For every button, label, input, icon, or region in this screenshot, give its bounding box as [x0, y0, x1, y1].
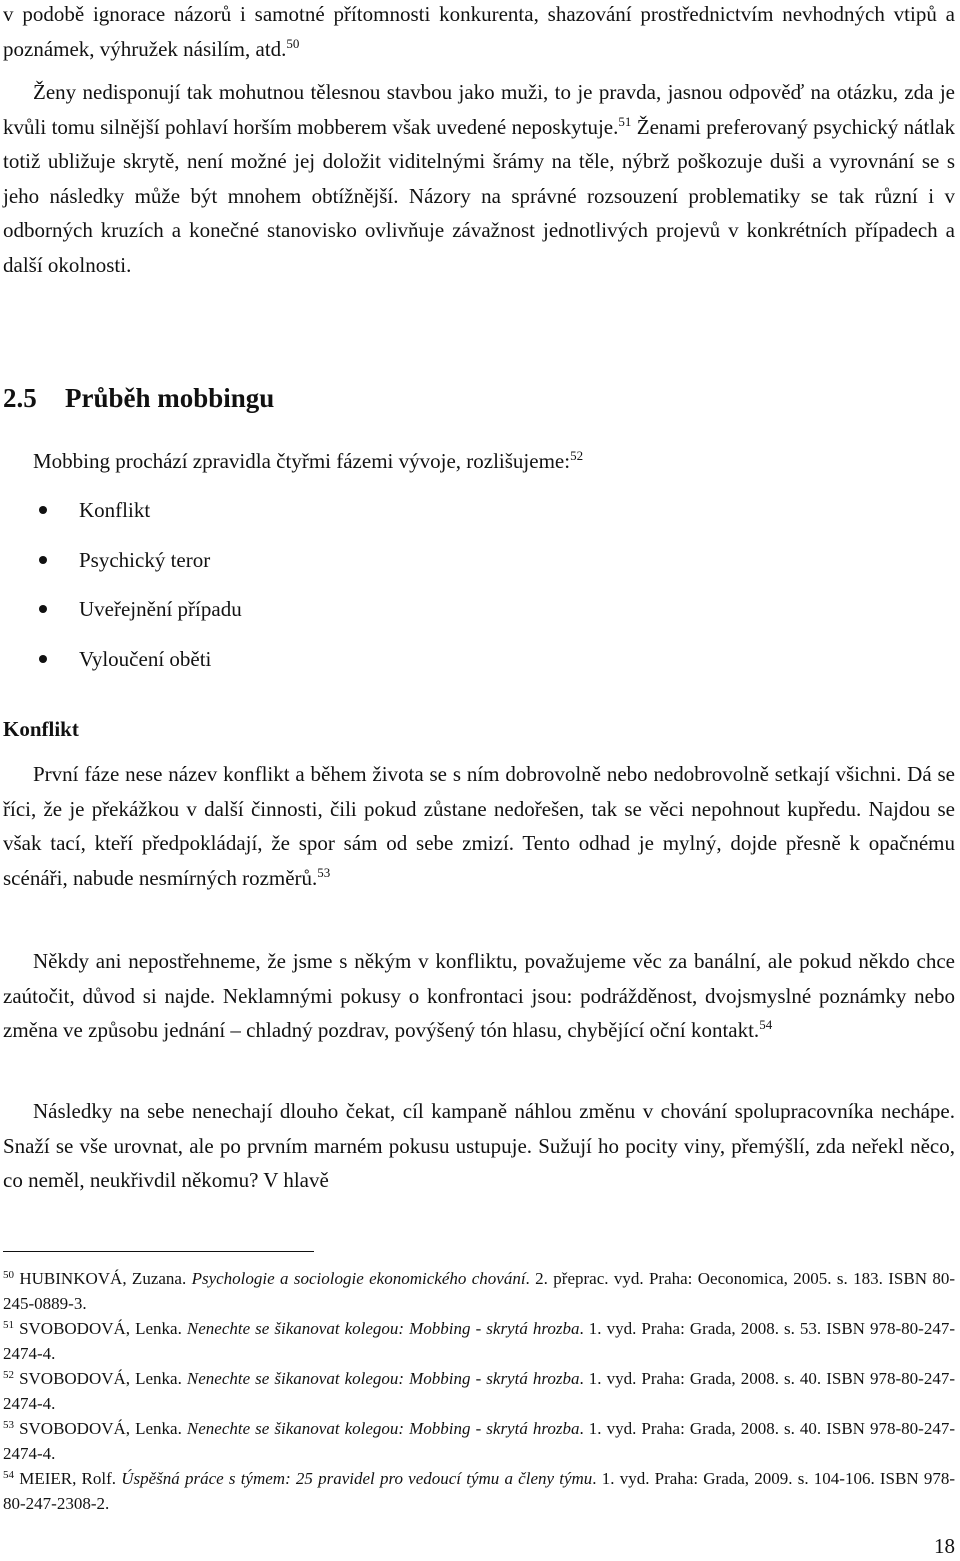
- paragraph-konflikt-3: Následky na sebe nenechají dlouho čekat, cíl kampaně náhlou změnu v chování spolupracovníka nechápe. Snaží se vše urovnat, ale po prvním marném pokusu ustupuje. Sužují ho pocity viny, přemýšlí, zda neřekl něco, co neměl, neukřivdil někomu? V hlavě: [3, 1099, 955, 1192]
- bullet-icon: [39, 556, 47, 564]
- bullet-icon: [39, 506, 47, 514]
- list-item: Uveřejnění případu: [0, 591, 242, 641]
- paragraph-gender: Ženy nedisponují tak mohutnou tělesnou stavbou jako muži, to je pravda, jasnou odpověď na otázku, zda je kvůli tomu silnější pohlaví horším mobberem však uvedené neposkytuje.$^{51}$ Ženami preferovaný psychický nátlak totiž ubližuje skrytě, není možné jej doložit viditelnými šrámy na těle, nýbrž poškozuje duši a vyrovnání se s jeho následky může být mnohem obtížnější. Názory na správné rozsouzení problematiky se tak různí i v odborných kruzích a konečné stanovisko ovlivňuje závažnost jednotlivých projevů v konkrétních případech a další okolnosti.: [3, 80, 955, 277]
- paragraph-konflikt-2: Někdy ani nepostřehneme, že jsme s někým v konfliktu, považujeme věc za banální, ale pokud někdo chce zaútočit, důvod si najde. Neklamnými pokusy o konfrontaci jsou: podrážděnost, dvojsmyslné poznámky nebo změna ve způsobu jednání – chladný pozdrav, povýšený tón hlasu, chybějící oční kontakt.$^{54}$: [3, 949, 955, 1042]
- phase-list: [0, 492, 242, 690]
- footnote: $^{51}$ SVOBODOVÁ, Lenka. Nenechte se šikanovat kolegou: Mobbing - skrytá hrozba. 1. vyd. Praha: Grada, 2008. s. 53. ISBN 978-80-247-2474-4.: [3, 1319, 955, 1363]
- paragraph-konflikt-1: První fáze nese název konflikt a během života se s ním dobrovolně nebo nedobrovolně setkají všichni. Dá se říci, že je překážkou v další činnosti, čili pokud zůstane nedořešen, tak se věci nepohnout kupředu. Najdou se však tací, kteří předpokládají, že spor sám od sebe zmizí. Tento odhad je mylný, dojde přesně k opačnému scénáři, nabude nesmírných rozměrů.$^{53}$: [3, 762, 955, 890]
- section-number: 2.5: [3, 383, 37, 413]
- footnote: $^{50}$ HUBINKOVÁ, Zuzana. Psychologie a sociologie ekonomického chování. 2. přeprac. vyd. Praha: Oeconomica, 2005. s. 183. ISBN 80-245-0889-3.: [3, 1269, 956, 1313]
- footnote: $^{53}$ SVOBODOVÁ, Lenka. Nenechte se šikanovat kolegou: Mobbing - skrytá hrozba. 1. vyd. Praha: Grada, 2008. s. 40. ISBN 978-80-247-2474-4.: [3, 1419, 955, 1463]
- bullet-icon: [39, 655, 47, 663]
- footnote: $^{52}$ SVOBODOVÁ, Lenka. Nenechte se šikanovat kolegou: Mobbing - skrytá hrozba. 1. vyd. Praha: Grada, 2008. s. 40. ISBN 978-80-247-2474-4.: [3, 1369, 955, 1413]
- footnote-ref-51[interactable]: 51: [618, 113, 632, 129]
- page-number: 18: [934, 1534, 955, 1558]
- section-intro: Mobbing prochází zpravidla čtyřmi fázemi vývoje, rozlišujeme:$^{52}$: [33, 448, 584, 473]
- footnote-ref-53[interactable]: 53: [317, 864, 331, 880]
- paragraph-continuation: v podobě ignorace názorů i samotné přítomnosti konkurenta, shazování prostřednictvím nevhodných vtipů a poznámek, výhružek násilím, atd.$^{50}$: [3, 2, 955, 61]
- list-item: Konflikt: [0, 492, 242, 542]
- section-heading: [3, 378, 274, 418]
- list-item: Vyloučení oběti: [0, 641, 242, 691]
- footnote-divider: [3, 1251, 314, 1252]
- footnote-ref-50[interactable]: 50: [286, 35, 300, 51]
- footnote: $^{54}$ MEIER, Rolf. Úspěšná práce s týmem: 25 pravidel pro vedoucí týmu a členy týmu. 1. vyd. Praha: Grada, 2009. s. 104-106. ISBN 978-80-247-2308-2.: [3, 1469, 955, 1513]
- bullet-icon: [39, 605, 47, 613]
- footnotes: [3, 1266, 955, 1516]
- list-item: Psychický teror: [0, 542, 242, 592]
- subheading-konflikt: Konflikt: [3, 717, 79, 741]
- section-title: Průběh mobbingu: [65, 383, 275, 413]
- footnote-ref-54[interactable]: 54: [759, 1017, 773, 1032]
- footnote-ref-52[interactable]: 52: [570, 448, 584, 463]
